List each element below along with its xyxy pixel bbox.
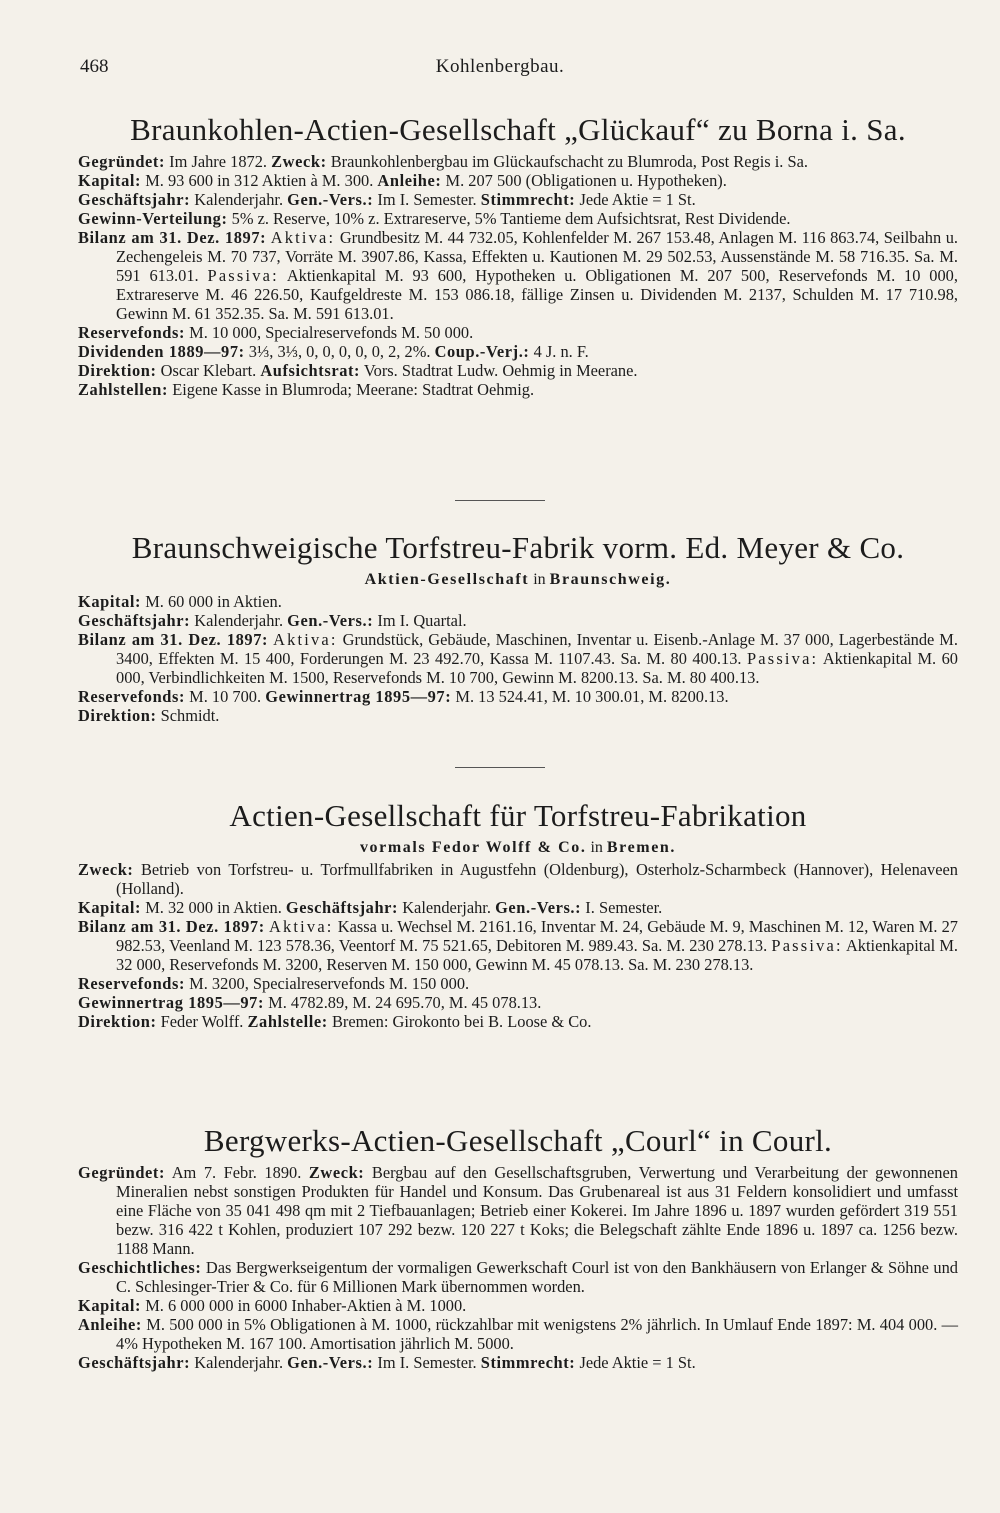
entry-founded: Gegründet: Am 7. Febr. 1890. Zweck: Bergbau auf den Gesellschaftsgruben, Verwertung und Verarbeitung der gewonnenen Mineralien nebst sonstigen Produkten für Handel und Konsum. Das Grubenareal ist aus 31 Feldern konsolidiert und umfasst eine Fläche von 35 041 498 qm mit 2 Tiefbauanlagen; Betrieb einer Kokerei. Im Jahre 1896 u. 1897 wurden gefördert 319 551 bezw. 316 422 t Kohlen, produziert 107 292 bezw. 120 227 t Koks; die Belegschaft zählte Ende 1896 u. 1897 ca. 1256 bezw. 1188 Mann. xyxy=(78,1163,958,1258)
section-title: Bergwerks-Actien-Gesellschaft „Courl“ in Courl. xyxy=(203,1123,833,1158)
running-title: Kohlenbergbau. xyxy=(435,56,565,77)
section-title: Braunschweigische Torfstreu-Fabrik vorm. Ed. Meyer & Co. xyxy=(131,530,905,565)
entry-purpose: Zweck: Betrieb von Torfstreu- u. Torfmullfabriken in Augustfehn (Oldenburg), Osterholz-Scharmbeck (Hannover), Helenaveen (Holland). xyxy=(78,860,958,898)
section-divider xyxy=(455,767,545,768)
page-header xyxy=(80,56,920,82)
section-glueckauf-borna xyxy=(78,112,958,399)
entry-capital: Kapital: M. 6 000 000 in 6000 Inhaber-Aktien à M. 1000. xyxy=(78,1296,467,1315)
entry-reserve-fund: Reservefonds: M. 10 000, Specialreservefonds M. 50 000. xyxy=(78,323,474,342)
entry-balance: Bilanz am 31. Dez. 1897: Aktiva: Kassa u. Wechsel M. 2161.16, Inventar M. 24, Gebäude M. 9, Maschinen M. 12, Waren M. 27 982.53, Veenland M. 123 578.36, Veentorf M. 75 521.65, Debitoren M. 989.43. Sa. M. 230 278.13. Passiva: Aktienkapital M. 32 000, Reservefonds M. 3200, Reserven M. 150 000, Gewinn M. 45 078.13. Sa. M. 230 278.13. xyxy=(78,917,958,974)
entry-business-year: Geschäftsjahr: Kalenderjahr. Gen.-Vers.: Im I. Quartal. xyxy=(78,611,467,630)
entry-capital: Kapital: M. 93 600 in 312 Aktien à M. 300. Anleihe: M. 207 500 (Obligationen u. Hypotheken). xyxy=(78,171,727,190)
entry-capital: Kapital: M. 60 000 in Aktien. xyxy=(78,592,282,611)
section-subtitle: vormals Fedor Wolff & Co. in Bremen. xyxy=(359,839,677,856)
section-divider xyxy=(455,500,545,501)
section-torfstreu-fabrikation-bremen xyxy=(78,798,958,1031)
entry-paying-agents: Zahlstellen: Eigene Kasse in Blumroda; Meerane: Stadtrat Oehmig. xyxy=(78,380,535,399)
entry-dividends: Dividenden 1889—97: 3⅓, 3⅓, 0, 0, 0, 0, 0, 2, 2%. Coup.-Verj.: 4 J. n. F. xyxy=(78,342,589,361)
entry-founded: Gegründet: Im Jahre 1872. Zweck: Braunkohlenbergbau im Glückaufschacht zu Blumroda, Post Regis i. Sa. xyxy=(78,152,808,171)
entry-reserve-fund: Reservefonds: M. 3200, Specialreservefonds M. 150 000. xyxy=(78,974,470,993)
section-subtitle: Aktien-Gesellschaft in Braunschweig. xyxy=(364,571,672,588)
section-title: Braunkohlen-Actien-Gesellschaft „Glückauf“ zu Borna i. Sa. xyxy=(130,112,906,147)
entry-balance: Bilanz am 31. Dez. 1897: Aktiva: Grundbesitz M. 44 732.05, Kohlenfelder M. 267 153.48, Anlagen M. 116 863.74, Seilbahn u. Zechengeleis M. 70 737, Vorräte M. 3907.86, Kassa, Effekten u. Kautionen M. 29 502.53, Aussenstände M. 58 716.35. Sa. M. 591 613.01. Passiva: Aktienkapital M. 93 600, Hypotheken u. Obligationen M. 207 500, Reservefonds M. 10 000, Extrareserve M. 46 226.50, Kaufgeldreste M. 153 086.18, fällige Zinsen u. Dividenden M. 2137, Schulden M. 17 710.98, Gewinn M. 61 352.35. Sa. M. 591 613.01. xyxy=(78,228,958,323)
page-number: 468 xyxy=(80,56,109,77)
entry-management: Direktion: Schmidt. xyxy=(78,706,220,725)
entry-business-year: Geschäftsjahr: Kalenderjahr. Gen.-Vers.: Im I. Semester. Stimmrecht: Jede Aktie = 1 St. xyxy=(78,1353,696,1372)
section-braunschweigische-torfstreu xyxy=(78,530,958,725)
entry-reserve-fund: Reservefonds: M. 10 700. Gewinnertrag 1895—97: M. 13 524.41, M. 10 300.01, M. 8200.13. xyxy=(78,687,729,706)
entry-business-year: Geschäftsjahr: Kalenderjahr. Gen.-Vers.: Im I. Semester. Stimmrecht: Jede Aktie = 1 St. xyxy=(78,190,696,209)
entry-management: Direktion: Oscar Klebart. Aufsichtsrat: Vors. Stadtrat Ludw. Oehmig in Meerane. xyxy=(78,361,638,380)
entry-management: Direktion: Feder Wolff. Zahlstelle: Bremen: Girokonto bei B. Loose & Co. xyxy=(78,1012,592,1031)
entry-profit: Gewinnertrag 1895—97: M. 4782.89, M. 24 695.70, M. 45 078.13. xyxy=(78,993,542,1012)
entry-profit-distribution: Gewinn-Verteilung: 5% z. Reserve, 10% z. Extrareserve, 5% Tantieme dem Aufsichtsrat, Rest Dividende. xyxy=(78,209,791,228)
entry-capital: Kapital: M. 32 000 in Aktien. Geschäftsjahr: Kalenderjahr. Gen.-Vers.: I. Semester. xyxy=(78,898,663,917)
section-courl xyxy=(78,1123,958,1372)
entry-history: Geschichtliches: Das Bergwerkseigentum der vormaligen Gewerkschaft Courl ist von den Bankhäusern von Erlanger & Söhne und C. Schlesinger-Trier & Co. für 6 Millionen Mark übernommen worden. xyxy=(78,1258,958,1296)
entry-loan: Anleihe: M. 500 000 in 5% Obligationen à M. 1000, rückzahlbar mit wenigstens 2% jährlich. In Umlauf Ende 1897: M. 404 000. — 4% Hypotheken M. 167 100. Amortisation jährlich M. 5000. xyxy=(78,1315,958,1353)
section-title: Actien-Gesellschaft für Torfstreu-Fabrikation xyxy=(229,798,807,833)
entry-balance: Bilanz am 31. Dez. 1897: Aktiva: Grundstück, Gebäude, Maschinen, Inventar u. Eisenb.-Anlage M. 37 000, Lagerbestände M. 3400, Effekten M. 15 400, Forderungen M. 23 492.70, Kassa M. 1107.43. Sa. M. 80 400.13. Passiva: Aktienkapital M. 60 000, Verbindlichkeiten M. 1500, Reservefonds M. 10 700, Gewinn M. 8200.13. Sa. M. 80 400.13. xyxy=(78,630,958,687)
